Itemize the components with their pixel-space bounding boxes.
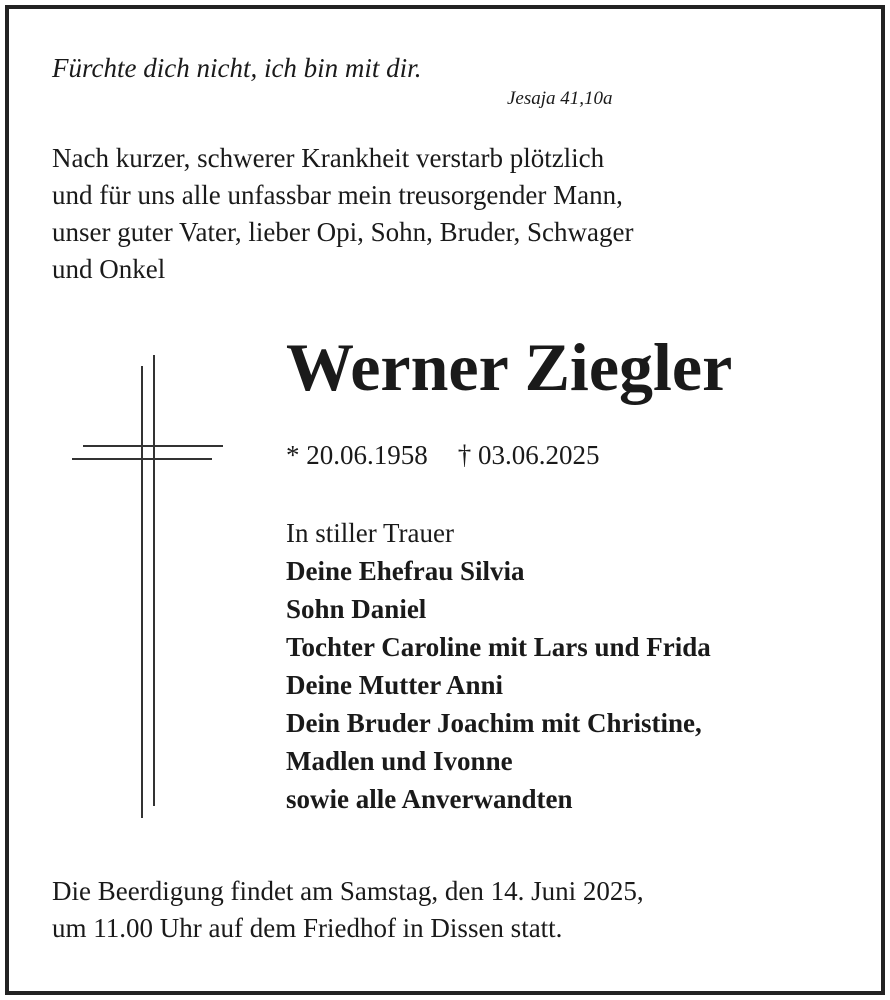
mourner-line: Sohn Daniel	[286, 594, 427, 624]
death-date: † 03.06.2025	[457, 440, 600, 470]
funeral-line: Die Beerdigung findet am Samstag, den 14. Juni 2025,	[52, 876, 644, 906]
intro-line: und Onkel	[52, 254, 166, 284]
birth-date: * 20.06.1958	[286, 440, 428, 470]
intro-line: und für uns alle unfassbar mein treusorgender Mann,	[52, 180, 623, 210]
mourner-line: Dein Bruder Joachim mit Christine,	[286, 708, 702, 738]
mourner-line: Madlen und Ivonne	[286, 746, 513, 776]
cross-icon	[70, 350, 230, 825]
deceased-name: Werner Ziegler	[286, 329, 733, 405]
funeral-line: um 11.00 Uhr auf dem Friedhof in Dissen statt.	[52, 913, 563, 943]
funeral-info	[52, 873, 644, 947]
intro-text	[52, 140, 832, 288]
intro-line: Nach kurzer, schwerer Krankheit verstarb plötzlich	[52, 143, 605, 173]
mourner-line: Deine Ehefrau Silvia	[286, 556, 525, 586]
bible-verse: Fürchte dich nicht, ich bin mit dir.	[52, 53, 422, 83]
mourning-lead: In stiller Trauer	[286, 518, 454, 548]
mourners-block	[286, 514, 711, 818]
mourner-line: sowie alle Anverwandten	[286, 784, 573, 814]
intro-line: unser guter Vater, lieber Opi, Sohn, Bruder, Schwager	[52, 217, 634, 247]
life-dates	[286, 437, 600, 473]
bible-reference: Jesaja 41,10a	[507, 88, 613, 109]
mourner-line: Deine Mutter Anni	[286, 670, 503, 700]
mourner-line: Tochter Caroline mit Lars und Frida	[286, 632, 711, 662]
